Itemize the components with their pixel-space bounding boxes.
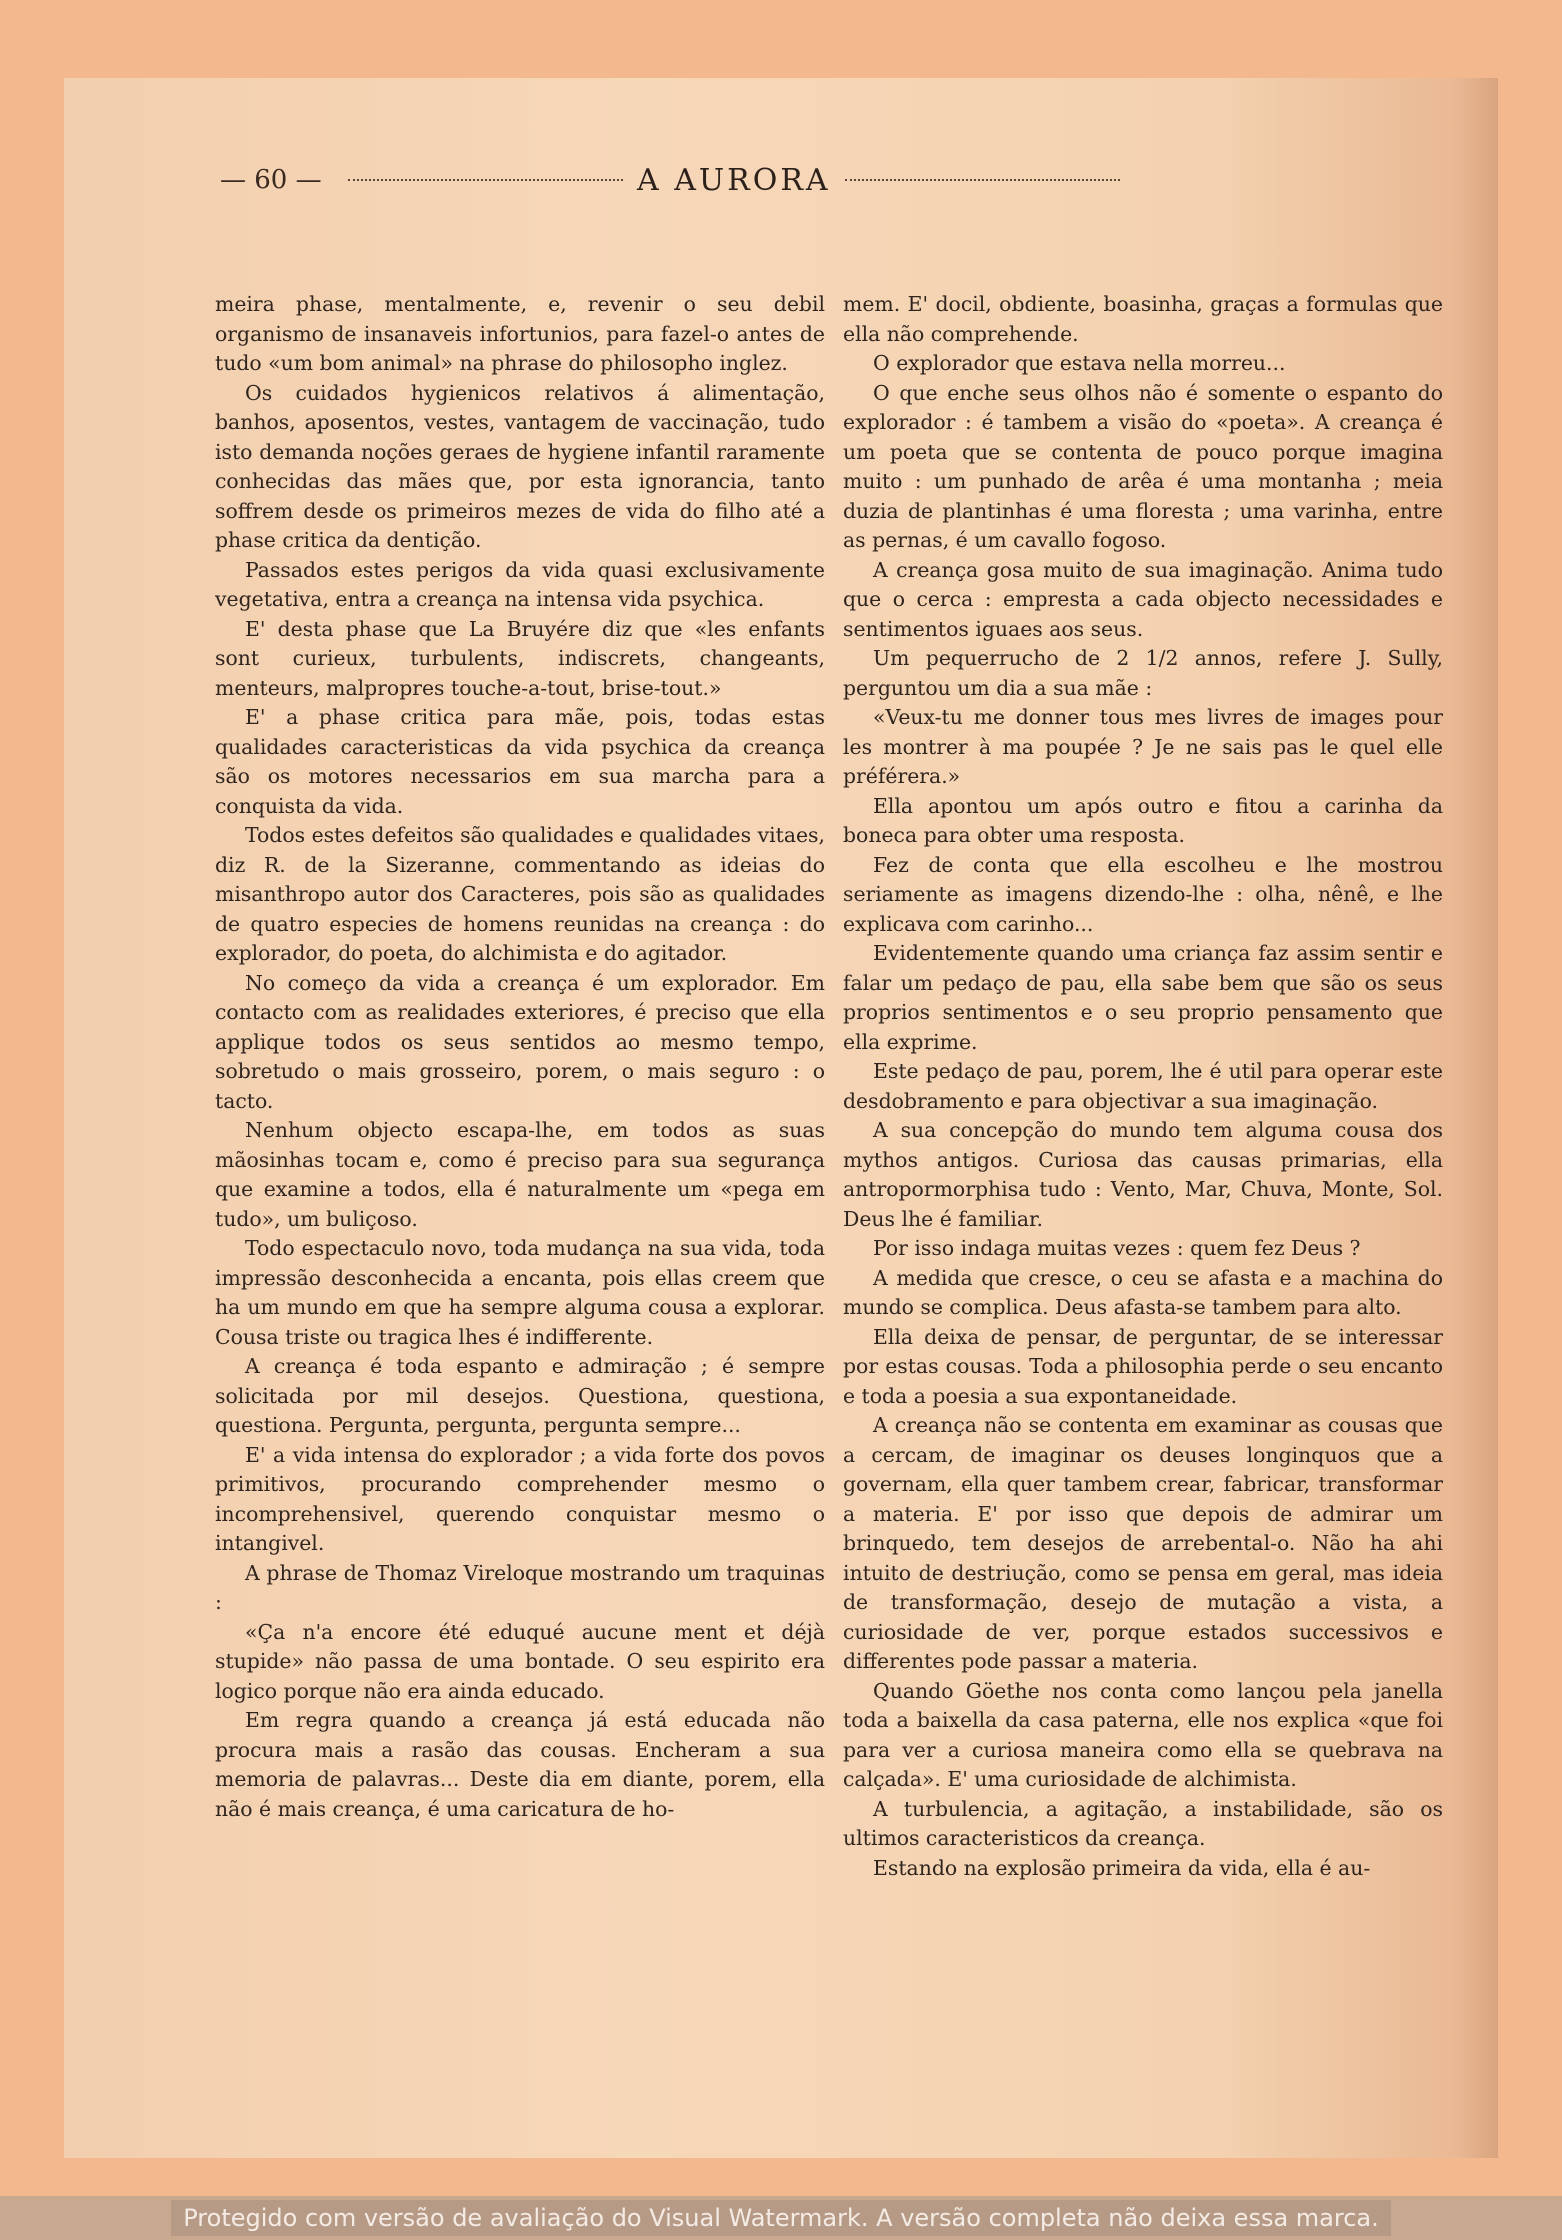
paragraph: mem. E' docil, obdiente, boasinha, graças a formulas que ella não comprehende. [843, 292, 1443, 346]
paragraph: A creança é toda espanto e admiração ; é sempre solicitada por mil desejos. Questiona, questiona, questiona. Pergunta, pergunta, pergunta sempre... [215, 1354, 825, 1437]
paragraph: Ella apontou um após outro e fitou a carinha da boneca para obter uma resposta. [843, 793, 1443, 847]
watermark-text: Protegido com versão de avaliação do Visual Watermark. A versão completa não deixa essa marca. [171, 2200, 1391, 2236]
paragraph: A creança gosa muito de sua imaginação. Anima tudo que o cerca : empresta a cada objecto necessidades e sentimentos iguaes aos seus. [843, 557, 1443, 641]
right-column [843, 290, 1443, 1883]
left-column [215, 290, 825, 1824]
paragraph: Este pedaço de pau, porem, lhe é util para operar este desdobramento e para objectivar a sua imaginação. [843, 1059, 1443, 1113]
paragraph: E' desta phase que La Bruyére diz que «les enfants sont curieux, turbulents, indiscrets, changeants, menteurs, malpropres touche-a-tout, brise-tout.» [215, 616, 825, 700]
paragraph: O que enche seus olhos não é somente o espanto do explorador : é tambem a visão do «poeta». A creança é um poeta que se contenta de pouco porque imagina muito : um punhado de arêa é uma montanha ; meia duzia de plantinhas é uma floresta ; uma varinha, entre as pernas, é um cavallo fogoso. [843, 380, 1443, 552]
paragraph: A medida que cresce, o ceu se afasta e a machina do mundo se complica. Deus afasta-se tambem para alto. [843, 1265, 1443, 1319]
paragraph: No começo da vida a creança é um explorador. Em contacto com as realidades exteriores, é preciso que ella applique todos os seus sentidos ao mesmo tempo, sobretudo o mais grosseiro, porem, o mais seguro : o tacto. [215, 970, 825, 1113]
paragraph: E' a vida intensa do explorador ; a vida forte dos povos primitivos, procurando comprehender mesmo o incomprehensivel, querendo conquistar mesmo o intangivel. [215, 1442, 825, 1555]
header-rule-left [348, 179, 623, 181]
watermark-bar [0, 2196, 1562, 2240]
paragraph: O explorador que estava nella morreu... [873, 351, 1286, 375]
header-rule-right [845, 179, 1120, 181]
page-header [220, 150, 1120, 210]
paragraph: «Ça n'a encore été eduqué aucune ment et déjà stupide» não passa de uma bontade. O seu espirito era logico porque não era ainda educado. [215, 1619, 825, 1703]
paragraph: Por isso indaga muitas vezes : quem fez Deus ? [873, 1236, 1361, 1260]
paragraph: Ella deixa de pensar, de perguntar, de se interessar por estas cousas. Toda a philosophia perde o seu encanto e toda a poesia a sua expontaneidade. [843, 1324, 1443, 1408]
paragraph: A turbulencia, a agitação, a instabilidade, são os ultimos caracteristicos da creança. [843, 1796, 1443, 1850]
paragraph: E' a phase critica para mãe, pois, todas estas qualidades caracteristicas da vida psychica da creança são os motores necessarios em sua marcha para a conquista da vida. [215, 705, 825, 818]
paragraph: A creança não se contenta em examinar as cousas que a cercam, de imaginar os deuses longinquos que a governam, ella quer tambem crear, fabricar, transformar a materia. E' por isso que depois de admirar um brinquedo, tem desejos de arrebental-o. Não ha ahi intuito de destriução, como se pensa em geral, mas ideia de transformação, desejo de mutação a vista, a curiosidade de ver, porque estados successivos e differentes pode passar a materia. [843, 1413, 1443, 1673]
paragraph: A phrase de Thomaz Vireloque mostrando um traquinas : [215, 1560, 825, 1614]
paragraph: Todos estes defeitos são qualidades e qualidades vitaes, diz R. de la Sizeranne, commentando as ideias do misanthropo autor dos Caracteres, pois são as qualidades de quatro especies de homens reunidas na creança : do explorador, do poeta, do alchimista e do agitador. [215, 823, 825, 965]
paragraph: Os cuidados hygienicos relativos á alimentação, banhos, aposentos, vestes, vantagem de vaccinação, tudo isto demanda noções geraes de hygiene infantil raramente conhecidas das mães que, por esta ignorancia, tanto soffrem desde os primeiros mezes de vida do filho até a phase critica da dentição. [215, 380, 825, 552]
paragraph: Em regra quando a creança já está educada não procura mais a rasão das cousas. Encheram a sua memoria de palavras... Deste dia em diante, porem, ella não é mais creança, é uma caricatura de ho- [215, 1708, 825, 1821]
paragraph: Fez de conta que ella escolheu e lhe mostrou seriamente as imagens dizendo-lhe : olha, nênê, e lhe explicava com carinho... [843, 852, 1443, 936]
paragraph: Quando Göethe nos conta como lançou pela janella toda a baixella da casa paterna, elle nos explica «que foi para ver a curiosa maneira como ella se quebrava na calçada». E' uma curiosidade de alchimista. [843, 1678, 1443, 1791]
paragraph: «Veux-tu me donner tous mes livres de images pour les montrer à ma poupée ? Je ne sais pas le quel elle préférera.» [843, 705, 1443, 788]
paragraph: Evidentemente quando uma criança faz assim sentir e falar um pedaço de pau, ella sabe bem que são os seus proprios sentimentos e o seu proprio pensamento que ella exprime. [843, 941, 1443, 1054]
paragraph: Passados estes perigos da vida quasi exclusivamente vegetativa, entra a creança na intensa vida psychica. [215, 557, 825, 611]
paragraph: Estando na explosão primeira da vida, ella é au- [873, 1855, 1371, 1880]
paragraph: Um pequerrucho de 2 1/2 annos, refere J. Sully, perguntou um dia a sua mãe : [843, 646, 1443, 700]
paragraph: A sua concepção do mundo tem alguma cousa dos mythos antigos. Curiosa das causas primarias, ella antropormorphisa tudo : Vento, Mar, Chuva, Monte, Sol. Deus lhe é familiar. [843, 1118, 1443, 1231]
paragraph: meira phase, mentalmente, e, revenir o seu debil organismo de insanaveis infortunios, para fazel-o antes de tudo «um bom animal» na phrase do philosopho inglez. [215, 292, 825, 375]
page-number: — 60 — [220, 165, 322, 195]
journal-title: A AURORA [637, 162, 831, 198]
paragraph: Nenhum objecto escapa-lhe, em todos as suas mãosinhas tocam e, como é preciso para sua segurança que examine a todos, ella é naturalmente um «pega em tudo», um buliçoso. [215, 1118, 825, 1231]
paragraph: Todo espectaculo novo, toda mudança na sua vida, toda impressão desconhecida a encanta, pois ellas creem que ha um mundo em que ha sempre alguma cousa a explorar. Cousa triste ou tragica lhes é indifferente. [215, 1236, 825, 1349]
